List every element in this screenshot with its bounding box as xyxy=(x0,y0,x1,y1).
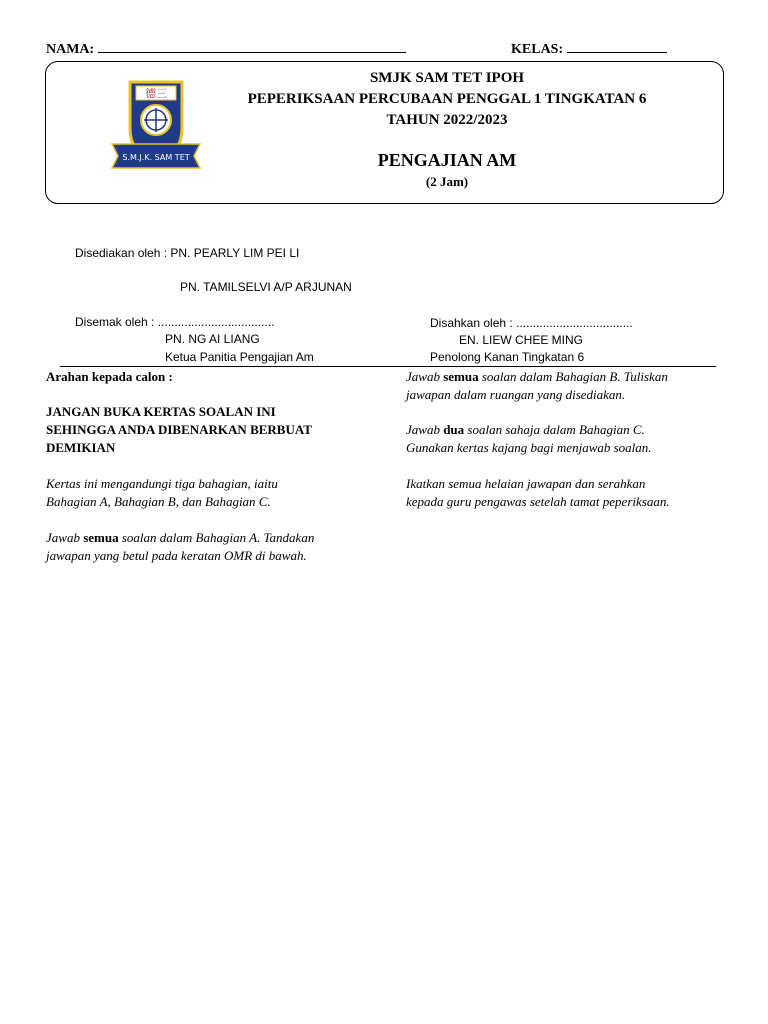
crest-top-text: 德三 xyxy=(145,87,167,100)
nama-label: NAMA: xyxy=(46,42,95,57)
disemak-title: Ketua Panitia Pengajian Am xyxy=(165,350,314,364)
disahkan-title: Penolong Kanan Tingkatan 6 xyxy=(430,350,585,364)
subject-title: PENGAJIAN AM xyxy=(377,150,517,170)
bahagian-b-post: soalan dalam Bahagian B. Tuliskan xyxy=(478,369,668,384)
bahagian-a-line-1 xyxy=(46,530,314,546)
warning-line-1: JANGAN BUKA KERTAS SOALAN INI xyxy=(46,404,276,419)
instructions-heading: Arahan kepada calon : xyxy=(46,369,173,384)
crest-banner-text: S.M.J.K. SAM TET xyxy=(122,153,190,162)
exam-duration: (2 Jam) xyxy=(425,174,469,189)
exam-title: PEPERIKSAAN PERCUBAAN PENGGAL 1 TINGKATAN 6 xyxy=(247,91,647,107)
disediakan-name-1: PN. PEARLY LIM PEI LI xyxy=(170,246,300,260)
bahagian-c-line-2: Gunakan kertas kajang bagi menjawab soalan. xyxy=(406,440,652,455)
kertas-line-2: Bahagian A, Bahagian B, dan Bahagian C. xyxy=(46,494,271,509)
kelas-label: KELAS: xyxy=(511,42,564,57)
disemak-row xyxy=(75,315,274,329)
nama-field xyxy=(46,38,406,58)
bahagian-b-bold: semua xyxy=(443,369,479,384)
bahagian-a-post: soalan dalam Bahagian A. Tandakan xyxy=(118,530,315,545)
ikat-line-2: kepada guru pengawas setelah tamat peperiksaan. xyxy=(406,494,670,509)
bahagian-a-line-2: jawapan yang betul pada keratan OMR di bawah. xyxy=(46,548,307,563)
kertas-line-1: Kertas ini mengandungi tiga bahagian, iaitu xyxy=(46,476,278,491)
bahagian-b-pre: Jawab xyxy=(406,369,444,384)
bahagian-a-pre: Jawab xyxy=(46,530,84,545)
bahagian-c-bold: dua xyxy=(443,422,465,437)
ikat-line-1: Ikatkan semua helaian jawapan dan serahkan xyxy=(406,476,646,491)
disahkan-label: Disahkan oleh : xyxy=(430,316,513,330)
school-name: SMJK SAM TET IPOH xyxy=(369,70,525,86)
bahagian-a-bold: semua xyxy=(83,530,119,545)
disemak-label: Disemak oleh : xyxy=(75,315,155,329)
disediakan-name-2: PN. TAMILSELVI A/P ARJUNAN xyxy=(180,280,352,294)
bahagian-c-line-1 xyxy=(406,422,645,438)
disemak-dots: ................................... xyxy=(157,315,275,329)
nama-blank[interactable] xyxy=(98,38,406,53)
disediakan-label: Disediakan oleh : xyxy=(75,246,168,260)
warning-line-2: SEHINGGA ANDA DIBENARKAN BERBUAT xyxy=(46,422,312,437)
bahagian-b-line-1 xyxy=(406,369,668,385)
disahkan-name: EN. LIEW CHEE MING xyxy=(459,333,584,347)
disahkan-row xyxy=(430,316,633,330)
section-divider xyxy=(60,366,716,367)
disahkan-dots: ................................... xyxy=(516,316,633,330)
disediakan-row xyxy=(75,246,299,260)
warning-line-3: DEMIKIAN xyxy=(46,440,116,455)
bahagian-c-post: soalan sahaja dalam Bahagian C. xyxy=(464,422,645,437)
bahagian-b-line-2: jawapan dalam ruangan yang disediakan. xyxy=(406,387,626,402)
bahagian-c-pre: Jawab xyxy=(406,422,444,437)
disemak-name: PN. NG AI LIANG xyxy=(165,332,260,346)
kelas-field xyxy=(511,38,667,58)
kelas-blank[interactable] xyxy=(567,38,667,53)
exam-year: TAHUN 2022/2023 xyxy=(386,112,508,128)
